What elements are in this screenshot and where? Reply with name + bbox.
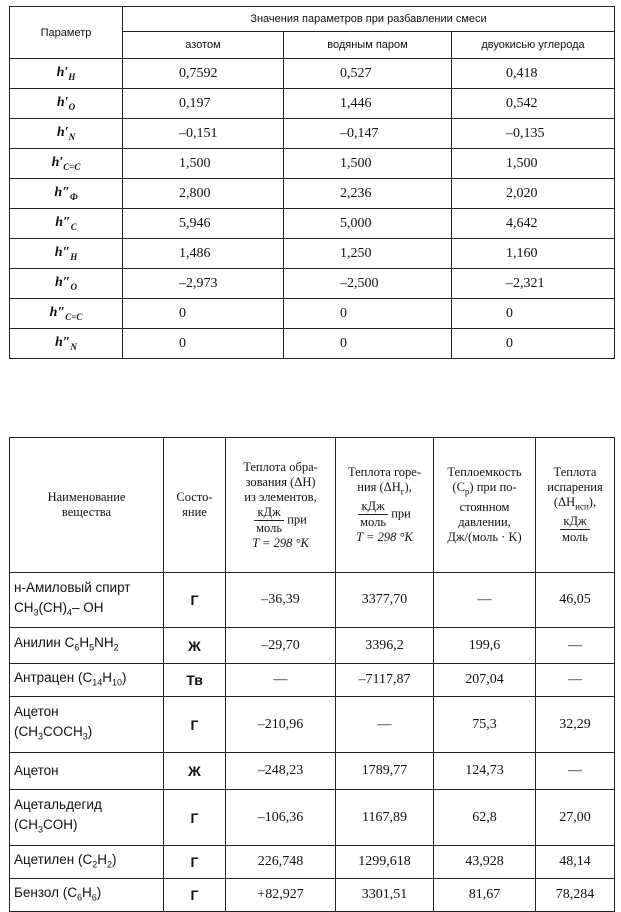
cell-value: 0 — [340, 305, 347, 321]
cell-value: 0,7592 — [179, 65, 218, 81]
table-cell — [284, 209, 452, 239]
cell-value: 1,486 — [179, 245, 211, 261]
col-header-steam: водяным паром — [284, 32, 452, 59]
table-cell — [452, 299, 615, 329]
combustion-l1: Теплота горе- — [347, 464, 422, 479]
param-symbol — [10, 329, 123, 359]
substance-state: Г — [164, 846, 226, 879]
capacity-l5: Дж/(моль · K) — [447, 529, 522, 544]
table-row — [10, 329, 615, 359]
param-symbol-sub: С — [70, 221, 77, 232]
param-symbol-sub: N — [70, 341, 78, 352]
param-symbol — [10, 59, 123, 89]
formation-temp: T = 298 °K — [252, 535, 309, 550]
cell-value: 0,418 — [506, 65, 538, 81]
cell-value: –0,151 — [179, 125, 218, 141]
substance-name: Ацетилен $(C_2H_2)$ — [10, 846, 164, 879]
cell-value: 1,500 — [179, 155, 211, 171]
table-cell: 226,748 — [226, 846, 336, 879]
cell-value: 1,250 — [340, 245, 372, 261]
param-symbol-base: h″ — [55, 215, 71, 231]
table-row — [10, 269, 615, 299]
table-cell: 3396,2 — [336, 628, 434, 664]
table-cell: 32,29 — [536, 697, 615, 753]
param-symbol-sub: C=C — [65, 311, 83, 322]
table-cell: — — [536, 628, 615, 664]
param-symbol — [10, 179, 123, 209]
table-row — [10, 879, 615, 912]
table-cell — [452, 89, 615, 119]
header-heat-capacity — [434, 438, 536, 573]
table-cell — [123, 59, 284, 89]
table-cell: 124,73 — [434, 753, 536, 790]
table-cell: 48,14 — [536, 846, 615, 879]
table-cell: 3301,51 — [336, 879, 434, 912]
substances-table — [9, 437, 615, 912]
table-cell: 62,8 — [434, 790, 536, 846]
cell-value: 0 — [179, 305, 186, 321]
table-row — [10, 89, 615, 119]
table-cell — [284, 179, 452, 209]
table-cell — [452, 179, 615, 209]
param-symbol-base: h″ — [49, 305, 66, 321]
cell-value: –0,147 — [340, 125, 379, 141]
formation-unit-num: кДж — [254, 505, 284, 521]
formation-at: при — [287, 511, 307, 526]
evap-l1: Теплота — [553, 464, 597, 479]
cell-value: 1,446 — [340, 95, 372, 111]
param-symbol-base: h′ — [56, 125, 69, 141]
table-cell — [284, 59, 452, 89]
table-cell: 27,00 — [536, 790, 615, 846]
cell-value: –2,500 — [340, 275, 379, 291]
param-symbol — [10, 119, 123, 149]
table-cell: — — [434, 573, 536, 628]
table-row — [10, 119, 615, 149]
evap-unit-den: моль — [562, 530, 588, 545]
table-row — [10, 59, 615, 89]
capacity-l1: Теплоемкость — [447, 465, 522, 480]
substance-state: Г — [164, 879, 226, 912]
substance-state: Г — [164, 573, 226, 628]
capacity-l4: давлении, — [458, 514, 511, 529]
table-cell — [284, 149, 452, 179]
substance-name: Ацетон $(CH_3COCH_3)$ — [10, 697, 164, 753]
cell-value: 5,946 — [179, 215, 211, 231]
table-cell — [123, 119, 284, 149]
cell-value: 2,800 — [179, 185, 211, 201]
table-cell — [284, 269, 452, 299]
param-symbol-sub: Н — [70, 251, 78, 262]
cell-value: –2,321 — [506, 275, 545, 291]
table-cell — [123, 329, 284, 359]
table-row — [10, 299, 615, 329]
cell-value: 1,500 — [340, 155, 372, 171]
table-cell: 207,04 — [434, 664, 536, 697]
cell-value: 5,000 — [340, 215, 372, 231]
param-symbol — [10, 299, 123, 329]
substance-state: Ж — [164, 628, 226, 664]
capacity-l2-end: ) при по- — [469, 480, 517, 495]
combustion-unit-den: моль — [360, 515, 387, 530]
parameters-table — [9, 6, 615, 359]
formation-l3: из элементов, — [244, 489, 317, 504]
header-combustion — [336, 438, 434, 573]
formation-unit — [254, 505, 284, 536]
evap-unit — [560, 514, 590, 545]
table-cell — [123, 209, 284, 239]
cell-value: 4,642 — [506, 215, 538, 231]
table-cell — [123, 179, 284, 209]
table-row — [10, 209, 615, 239]
header-name — [10, 438, 164, 573]
header-state-l2: яние — [182, 505, 207, 519]
param-header: Параметр — [10, 7, 123, 59]
table-cell: –106,36 — [226, 790, 336, 846]
table-row — [10, 573, 615, 628]
table-cell — [452, 239, 615, 269]
table-cell: 46,05 — [536, 573, 615, 628]
table-cell — [284, 89, 452, 119]
header-name-l2: вещества — [61, 505, 112, 519]
table-cell: 43,928 — [434, 846, 536, 879]
cell-value: 0,542 — [506, 95, 538, 111]
param-symbol — [10, 149, 123, 179]
param-symbol-base: h″ — [54, 275, 71, 291]
param-symbol-base: h′ — [56, 95, 69, 111]
table-cell: +82,927 — [226, 879, 336, 912]
col-header-nitrogen: азотом — [123, 32, 284, 59]
table-cell: –29,70 — [226, 628, 336, 664]
combustion-unit-num: кДж — [358, 499, 388, 515]
table-row — [10, 149, 615, 179]
table-row — [10, 179, 615, 209]
formation-unit-den: моль — [256, 520, 283, 535]
table-cell: 1789,77 — [336, 753, 434, 790]
table-row — [10, 697, 615, 753]
capacity-l2-sub: p — [464, 486, 470, 497]
cell-value: –0,135 — [506, 125, 545, 141]
param-symbol-base: h′ — [56, 65, 69, 81]
table-cell: –248,23 — [226, 753, 336, 790]
header-formation — [226, 438, 336, 573]
table-row — [10, 628, 615, 664]
combustion-temp: T = 298 °K — [356, 530, 413, 545]
table-cell: 1167,89 — [336, 790, 434, 846]
cell-value: 2,236 — [340, 185, 372, 201]
param-symbol-sub: О — [70, 281, 78, 292]
combustion-at: при — [391, 506, 411, 521]
combustion-l2-sub: г — [400, 486, 405, 497]
table-cell — [123, 89, 284, 119]
table-cell — [452, 59, 615, 89]
table-cell — [123, 269, 284, 299]
param-symbol-base: h″ — [54, 185, 70, 201]
table-cell: — — [536, 664, 615, 697]
substance-name: н-Амиловый спирт $CH_3(CH)_4-$ OH — [10, 573, 164, 628]
cell-value: 0,197 — [179, 95, 211, 111]
substance-name: Ацетон — [10, 753, 164, 790]
table-cell: 75,3 — [434, 697, 536, 753]
table-cell: –36,39 — [226, 573, 336, 628]
table-cell: 78,284 — [536, 879, 615, 912]
param-symbol-sub: N — [68, 131, 76, 142]
cell-value: 0,527 — [340, 65, 372, 81]
substance-state: Ж — [164, 753, 226, 790]
header-state — [164, 438, 226, 573]
table-cell: –210,96 — [226, 697, 336, 753]
table-cell — [452, 269, 615, 299]
evap-unit-num: кДж — [560, 514, 590, 530]
substance-state: Г — [164, 697, 226, 753]
evap-l3-sub: исп — [575, 501, 589, 512]
table-cell — [452, 329, 615, 359]
table-cell: 3377,70 — [336, 573, 434, 628]
substance-name: Бензол $(C_6H_6)$ — [10, 879, 164, 912]
capacity-l2: (C — [452, 480, 465, 495]
cell-value: 1,500 — [506, 155, 538, 171]
substance-state: Тв — [164, 664, 226, 697]
combustion-l2: ния (ΔH — [357, 479, 401, 494]
cell-value: 0 — [506, 335, 513, 351]
substance-name: Анилин $C_6H_5NH_2$ — [10, 628, 164, 664]
table-cell — [452, 209, 615, 239]
table-cell — [284, 329, 452, 359]
table-cell — [284, 239, 452, 269]
col-header-co2: двуокисью углерода — [452, 32, 615, 59]
combustion-l2-end: ), — [404, 479, 412, 494]
substance-name: Ацетальдегид $(CH_3COH)$ — [10, 790, 164, 846]
param-symbol — [10, 89, 123, 119]
param-symbol — [10, 269, 123, 299]
table-cell — [284, 299, 452, 329]
evap-l3: (ΔH — [553, 494, 576, 509]
cell-value: 1,160 — [506, 245, 538, 261]
cell-value: 0 — [506, 305, 513, 321]
table-row — [10, 846, 615, 879]
param-symbol-base: h″ — [54, 245, 71, 261]
evap-l2: испарения — [547, 479, 603, 494]
table-cell — [452, 119, 615, 149]
evap-l3-end: ), — [588, 494, 597, 509]
table-cell: 81,67 — [434, 879, 536, 912]
capacity-l3: стоянном — [459, 499, 510, 514]
table-cell: 1299,618 — [336, 846, 434, 879]
param-symbol-sub: О — [68, 101, 76, 112]
header-state-l1: Состо- — [176, 490, 213, 504]
cell-value: 2,020 — [506, 185, 538, 201]
param-symbol — [10, 239, 123, 269]
table-cell: –7117,87 — [336, 664, 434, 697]
param-symbol-sub: Ф — [69, 191, 78, 202]
combustion-unit — [358, 499, 388, 530]
table-cell — [123, 149, 284, 179]
param-symbol-base: h′ — [51, 155, 64, 171]
formation-l1: Теплота обра- — [243, 459, 318, 474]
param-symbol — [10, 209, 123, 239]
table-cell: — — [536, 753, 615, 790]
group-header: Значения параметров при разбавлении смеси — [123, 7, 615, 32]
table-row — [10, 239, 615, 269]
table-cell — [452, 149, 615, 179]
substance-name: Антрацен $(C_{14}H_{10})$ — [10, 664, 164, 697]
param-symbol-base: h″ — [54, 335, 71, 351]
table-cell: — — [336, 697, 434, 753]
substance-state: Г — [164, 790, 226, 846]
table-cell — [123, 239, 284, 269]
formation-l2: зования (ΔH) — [245, 474, 316, 489]
cell-value: 0 — [179, 335, 186, 351]
table-cell — [123, 299, 284, 329]
param-symbol-sub: Н — [68, 71, 76, 82]
table-row — [10, 664, 615, 697]
param-symbol-sub: C=C — [63, 161, 81, 172]
header-name-l1: Наименование — [47, 490, 126, 504]
table-cell: — — [226, 664, 336, 697]
table-cell — [284, 119, 452, 149]
header-evaporation — [536, 438, 615, 573]
table-row — [10, 753, 615, 790]
table-cell: 199,6 — [434, 628, 536, 664]
table-row — [10, 790, 615, 846]
cell-value: –2,973 — [179, 275, 218, 291]
cell-value: 0 — [340, 335, 347, 351]
